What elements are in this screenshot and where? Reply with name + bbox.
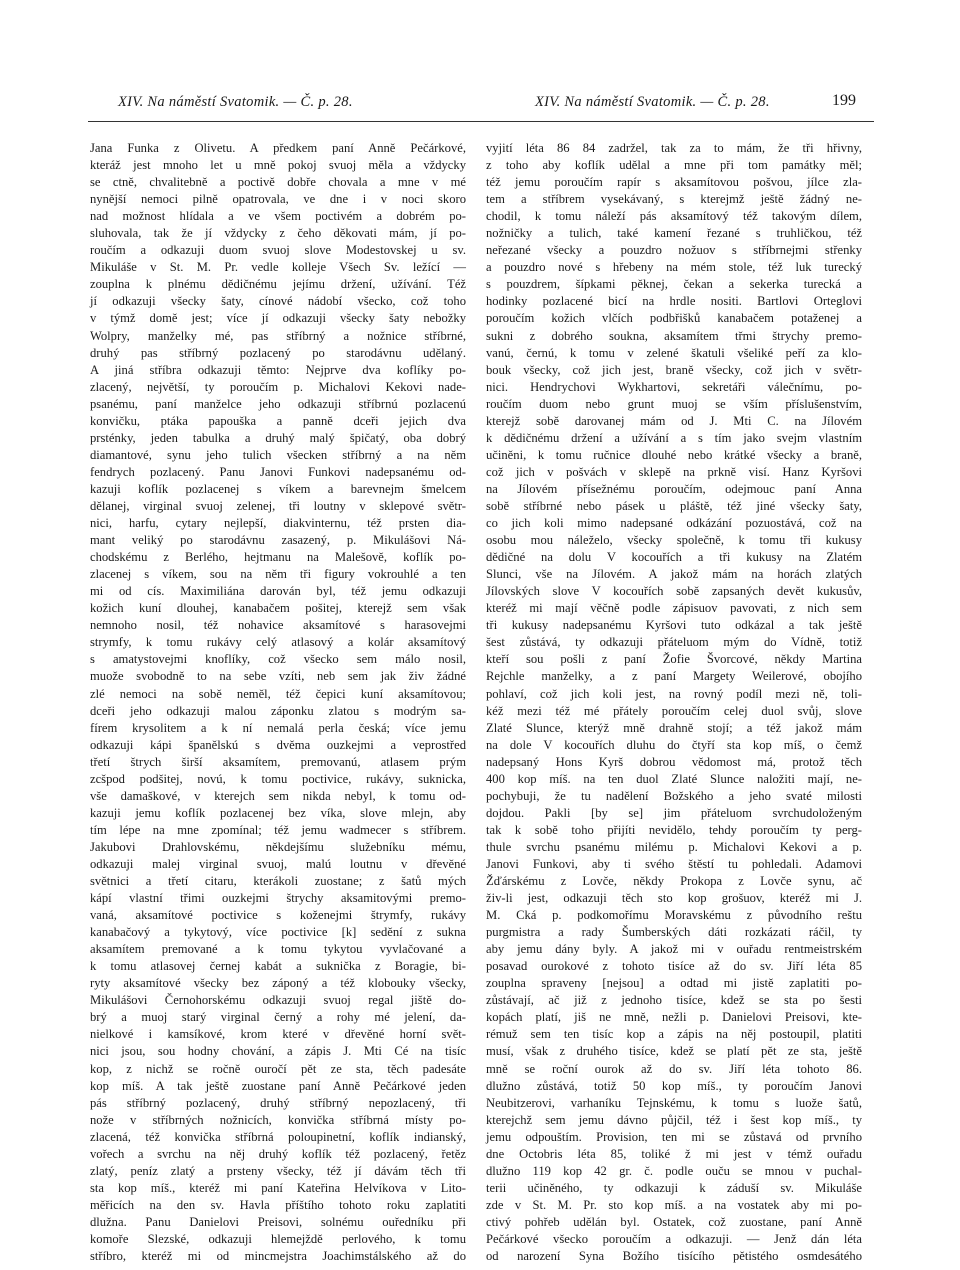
text-line: chodil, k tomu náleží pás aksamítový též takovým dílem,	[486, 209, 862, 224]
text-line: kopách platí, jiš ne mně, nežli p. Danielovi Preisovi, kte-	[486, 1010, 862, 1025]
text-line: třetí štrych širší aksamítem, premovanú, atlasem prým	[90, 754, 466, 769]
text-line: fírem krysolitem a k ní nemalá perla česká; více jemu	[90, 720, 466, 735]
text-line: dojdou. Pakli [by se] jim přáteluom svrchudoloženým	[486, 805, 862, 820]
text-line: k dědičnému držení a užívání a s tím jako svejm vlastním	[486, 430, 862, 445]
text-line: konvičku, ptáka papouška a panně dceři jejich dva	[90, 413, 466, 428]
text-line: aby jemu dány byly. A jakož mi v ouřadu rentmeistrském	[486, 942, 862, 957]
text-line: tak k sobě toho přijíti nevidělo, tehdy poroučím ty perg-	[486, 822, 862, 837]
text-line: kéž mezi též mé přátely poroučím celej duol svůj, slove	[486, 703, 862, 718]
text-column-left	[90, 140, 466, 1265]
text-line: Mikulášovi Černohorskému odkazuji svuoj regal jiště do-	[90, 993, 466, 1008]
text-line: Jakubovi Drahlovskému, někdejšímu služebníku mému,	[90, 839, 466, 854]
text-line: kožich kuní dlouhej, kanabačem pošitej, kterejž sem však	[90, 601, 466, 616]
text-line: vořech a svrchu na něj druhý koflík též pozlacený, řetěz	[90, 1146, 466, 1161]
text-line: a pouzdro nové s hřebeny na mém stole, též luk turecký	[486, 260, 862, 275]
text-line: s pouzdrem, šípkami pěknej, čekan a sekerka turecká a	[486, 277, 862, 292]
text-line: nynější nemoci pilně opatrovala, ve dne i v noci skoro	[90, 192, 466, 207]
text-line: Pečárkové všecko poroučím a odkazuji. — Jenž dán léta	[486, 1232, 862, 1246]
running-header-right: XIV. Na náměstí Svatomik. — Č. p. 28.	[535, 94, 770, 110]
text-line: zlatý, peníz zlatý a prsteny všecky, též jí dávám těch tři	[90, 1163, 466, 1178]
text-line: mant veliký po starodávnu zasazený, p. Mikulášovi Ná-	[90, 533, 466, 548]
text-line: M. Cká p. podkomořímu Moravskému z původního reštu	[486, 908, 862, 923]
text-line: dědičné na dolu V kocouřích a tři kukusy na Zlatém	[486, 550, 862, 565]
text-line: zlé nemoci na sobě neměl, též čepici kuní aksamítovou;	[90, 686, 466, 701]
text-line: nielkové i kamsíkové, krom které v dřevěné horní svět-	[90, 1027, 466, 1042]
text-line: což jich v pošvách v sklepě na prkně visí. Hanz Kyršovi	[486, 464, 862, 479]
text-line: poroučím kožich vlčích podbřišků kanabačem potaženej a	[486, 311, 862, 326]
running-header-left: XIV. Na náměstí Svatomik. — Č. p. 28.	[118, 94, 353, 110]
text-line: Mikuláše v St. M. Pr. vedle kolleje Všech Sv. ležící —	[90, 260, 466, 275]
text-line: Rejchle manželky, a z paní Margety Weilerové, obojího	[486, 669, 862, 684]
text-line: fendrych pozlacený. Panu Janovi Funkovi nadepsanému od-	[90, 464, 466, 479]
text-line: odkazuji malej virginal svuoj, malú loutnu v dřevěné	[90, 856, 466, 871]
text-line: Slunci, vše na Jílovém. A jakož mám na horách zlatých	[486, 567, 862, 582]
text-line: též jemu poroučím rapír s aksamítovou pošvou, jílce zla-	[486, 175, 862, 190]
text-line: Neubitzerovi, varhaníku Tejnskému, k tomu s luože šatů,	[486, 1095, 862, 1110]
text-line: se ctně, chvalitebně a poctivě dobře chovala a mne v mé	[90, 175, 466, 190]
text-line: sukni z dobrého soukna, aksamítem třmi štrychy premo-	[486, 328, 862, 343]
text-line: dlužno zůstává, totiž 50 kop míš., ty poroučím Janovi	[486, 1078, 862, 1093]
text-line: Wolpry, manželky mé, pas stříbrný a nožnice stříbrné,	[90, 328, 466, 343]
text-line: sta kop míš., kteréž mi paní Kateřina Helvíkova v Lito-	[90, 1180, 466, 1195]
text-line: Jílovských slove V kocouřích sobě zapsaných devět kukusův,	[486, 584, 862, 599]
text-line: rémuž sem ten tisíc kop a zápis na něj postoupil, platiti	[486, 1027, 862, 1042]
text-line: stříbro, kteréž mi od mincmejstra Joachimstálského až do	[90, 1249, 466, 1264]
text-line: tři kukusy nadepsanému Kyršovi tuto odkázal a tak ještě	[486, 618, 862, 633]
text-line: vanú, černú, k tomu v zelené škatuli všeliké peří za klo-	[486, 345, 862, 360]
text-line: zlacená, též konvička stříbrná poloupinetní, koflík indianský,	[90, 1129, 466, 1144]
text-line: zlacený, největší, ty poroučím p. Michalovi Kekovi nade-	[90, 379, 466, 394]
text-line: kazuji koflík pozlacenej s víkem a barevnejm šmelcem	[90, 481, 466, 496]
text-line: roučím duom nebo grunt muoj se vším příslušenstvím,	[486, 396, 862, 411]
text-line: dlužna. Panu Danielovi Preisovi, solnému ouředníku při	[90, 1214, 466, 1229]
text-line: s amatystovejmi knoflíky, což všecko sem málo nosil,	[90, 652, 466, 667]
text-line: Zlaté Slunce, kterýž mně drahně stojí; a též jakož mám	[486, 720, 862, 735]
text-line: od narození Syna Božího tisícího pětistého osmdesátého	[486, 1249, 862, 1264]
text-line: živ-li jest, odkazuji těch sto kop grošuov, kteréž mi J.	[486, 891, 862, 906]
text-line: nožničky a tulich, také kamení řezané s truhličkou, též	[486, 226, 862, 241]
text-line: zouplna spraveny [nejsou] a odtad mi jistě zaplatiti po-	[486, 976, 862, 991]
text-line: nože v stříbrných nožnicích, konvička stříbrná místy po-	[90, 1112, 466, 1127]
text-line: purgmistra a rady Šumberských dáti rozkázati ráčil, ty	[486, 925, 862, 940]
text-line: kazuji jemu koflík pozlacenej bez víka, slove mlejn, aby	[90, 805, 466, 820]
text-line: světnici a třetí citaru, kterákoli zuostane; z šatů mých	[90, 874, 466, 889]
text-line: brý a muoj starý virginal černý a rohy mé jelení, da-	[90, 1010, 466, 1025]
text-line: v týmž domě jest; více jí odkazuji všecky šaty nebožky	[90, 311, 466, 326]
text-line: kteří sou pošli z paní Žofie Švorcové, někdy Martina	[486, 652, 862, 667]
text-line: co jich koli mimo nadepsané odkázání pozuostává, což na	[486, 516, 862, 531]
text-line: kanabačový a tykytový, více poctivice [k] sedění z sukna	[90, 925, 466, 940]
text-line: muože svobodně to na sebe vzíti, neb sem jak živ žádné	[90, 669, 466, 684]
text-line: sluhovala, tak že jí vždycky z čeho děkovati mám, jí po-	[90, 226, 466, 241]
text-line: A jiná stříbra odkazuji těmto: Nejprve dva koflíky po-	[90, 362, 466, 377]
text-line: Jana Funka z Olivetu. A předkem paní Anně Pečárkové,	[90, 141, 466, 155]
text-line: jí odkazuji všecky šaty, cínové nádobí všecko, což toho	[90, 294, 466, 309]
text-line: ryty aksamítové všecky bez záponý a též klobouky všecky,	[90, 976, 466, 991]
text-line: strymfy, k tomu rukávy celý atlasový a kolár aksamítový	[90, 635, 466, 650]
text-line: vaná, aksamítové poctivice s koženejmi štrymfy, rukávy	[90, 908, 466, 923]
text-line: kterejchž sem jemu dávno půjčil, též i šest kop míš., ty	[486, 1112, 862, 1127]
text-line: k tomu atlasovej černej kabát a suknička z Boragie, bi-	[90, 959, 466, 974]
text-line: Žďárskému z Lovče, někdy Prokopa z Lovče synu, ač	[486, 874, 862, 889]
text-line: chodskému z Berlého, hejtmanu na Malešově, koflík po-	[90, 550, 466, 565]
text-line: kterejž sobě darovanej mám od J. Mti C. na Jílovém	[486, 413, 862, 428]
text-line: dělanej, virginal svuoj zelenej, tři loutny v sklepové světr-	[90, 498, 466, 513]
text-line: kápí vlastní třimi ouzkejmi štrychy aksamitovými premo-	[90, 891, 466, 906]
text-line: druhý pas stříbrný pozlacený po starodávnu udělaný.	[90, 345, 466, 360]
page-number: 199	[832, 92, 856, 109]
text-line: nici. Hendrychovi Wykhartovi, sekretáři válečnímu, po-	[486, 379, 862, 394]
text-line: kteráž jest mnoho let u mně pokoj svuoj měla a vždycky	[90, 158, 466, 173]
text-line: terii učiněného, ty odkazuji k záduší sv. Mikuláše	[486, 1180, 862, 1195]
text-line: nici, harfu, cytary nejlepší, diakvinternu, též prsten dia-	[90, 516, 466, 531]
text-line: mně se roční ourok až do sv. Jiří léta tohoto 86.	[486, 1061, 862, 1076]
text-line: šest zůstává, ty odkazuji přáteluom mým do Vídně, totiž	[486, 635, 862, 650]
text-line: měřicích na den sv. Havla příštího tohoto roku zaplatiti	[90, 1197, 466, 1212]
text-line: učiněni, k tomu ručnice dlouhé nebo krátké všecky a braně,	[486, 447, 862, 462]
text-line: tem a stříbrem vysekávaný, s kterejmž ještě žádný ne-	[486, 192, 862, 207]
text-line: komoře Slezské, odkazuji hlemejždě perlového, k tomu	[90, 1232, 466, 1246]
text-line: dlužno 119 kop 42 gr. č. podle ouču se mnou v puchal-	[486, 1163, 862, 1178]
text-line: kop míš. A tak ještě zuostane paní Anně Pečárkové jeden	[90, 1078, 466, 1093]
text-line: zcšpod podšitej, novú, k tomu poctivice, rukávy, suknicka,	[90, 771, 466, 786]
text-line: 400 kop míš. na ten duol Zlaté Slunce naložiti mají, ne-	[486, 771, 862, 786]
text-line: Janovi Funkovi, aby ti svého štěstí tu pohledali. Adamovi	[486, 856, 862, 871]
text-line: pohlaví, což jich koli jest, na rovný podíl mezi ně, toli-	[486, 686, 862, 701]
text-line: zůstávají, ač již z jednoho tisíce, kdež se sta po šesti	[486, 993, 862, 1008]
text-line: sobě stříbrné nebo pásek u pláště, též jiné všecky šaty,	[486, 498, 862, 513]
text-line: thule svrchu psanému milému p. Michalovi Kekovi a p.	[486, 839, 862, 854]
header-rule	[88, 121, 874, 122]
text-line: pochybuji, že tu nadělení Božského a jeho svaté milosti	[486, 788, 862, 803]
text-line: roučím a odkazuji duom svuoj slove Modestovskej u sv.	[90, 243, 466, 258]
text-line: nad možnost hlídala a ve všem poctivém a dobrém po-	[90, 209, 466, 224]
text-column-right	[486, 140, 862, 1265]
text-line: mi od cís. Maximiliána darován byl, též jemu odkazuji	[90, 584, 466, 599]
text-line: osobu mou náleželo, všecky společně, k tomu tři kukusy	[486, 533, 862, 548]
text-line: hodinky pozlacené bicí na hrdle nositi. Bartlovi Orteglovi	[486, 294, 862, 309]
text-line: neřezané všecky a pouzdro nožuov s stříbrnejmi střenky	[486, 243, 862, 258]
text-line: bouk všecky, což jich jest, braně všecky, což jich v světr-	[486, 362, 862, 377]
text-line: diamantové, synu jeho tulich všecken stříbrný a na něm	[90, 447, 466, 462]
text-line: na Jílovém přísežnému poroučím, odejmouc paní Anna	[486, 481, 862, 496]
text-line: musí, však z druhého tisíce, kdež se platí pět ze sta, ještě	[486, 1044, 862, 1059]
text-line: vyjití léta 86 84 zadržel, tak za to mám, že tři hřivny,	[486, 141, 862, 155]
text-line: nemnoho nosil, též nohavice aksamítové s harasovejmi	[90, 618, 466, 633]
text-line: nadepsaný Hons Kyrš dobrou vědomost má, protož těch	[486, 754, 862, 769]
text-line: odkazuji kápi španělskú s dvěma ouzkejmi a veprostřed	[90, 737, 466, 752]
text-line: tím lépe na mne zpomínal; též jemu wadmecer s stříbrem.	[90, 822, 466, 837]
text-line: zde v St. M. Pr. sto kop míš. a na vostatek aby mi po-	[486, 1197, 862, 1212]
text-line: z toho aby koflík udělal a mne při tom památky měl;	[486, 158, 862, 173]
text-line: dne Octobris léta 85, toliké ž mi jest v témž ouřadu	[486, 1146, 862, 1161]
text-line: dceři jeho odkazuji malou záponku zlatou s modrým sa-	[90, 703, 466, 718]
text-line: vše damaškové, v kterejch sem nikda nebyl, k tomu od-	[90, 788, 466, 803]
text-line: jemu odpouštím. Provision, ten mi se zůstavá od prvního	[486, 1129, 862, 1144]
text-line: aksamítem premované a k tomu tykytou vyvlačované a	[90, 942, 466, 957]
text-line: posavad ourokové z tohoto tisíce až do sv. Jiří léta 85	[486, 959, 862, 974]
text-line: nici jsou, sou hodny chování, a zápis J. Mti Cé na tisíc	[90, 1044, 466, 1059]
text-line: ctivý pohřeb udělán byl. Ostatek, což zuostane, paní Anně	[486, 1214, 862, 1229]
text-line: pás stříbrný pozlacený, druhý stříbrný nepozlacený, tři	[90, 1095, 466, 1110]
text-line: psanému, paní manželce jeho odkazuji stříbrnú pozlacenú	[90, 396, 466, 411]
text-line: kteréž mi mají věčně podle zápisuov pavovati, z nich sem	[486, 601, 862, 616]
text-line: zouplna k plnému dědičnému jejímu držení, užívání. Též	[90, 277, 466, 292]
text-line: prsténky, jeden tabulka a druhý malý špičatý, oba dobrý	[90, 430, 466, 445]
text-line: na dole V kocouřích dluhu do čtyří sta kop míš, o čemž	[486, 737, 862, 752]
text-line: zlacenej s víkem, sou na něm tři figury vokrouhlé a ten	[90, 567, 466, 582]
text-line: kop, z nichž se ročně ouročí pět ze sta, těch padesáte	[90, 1061, 466, 1076]
